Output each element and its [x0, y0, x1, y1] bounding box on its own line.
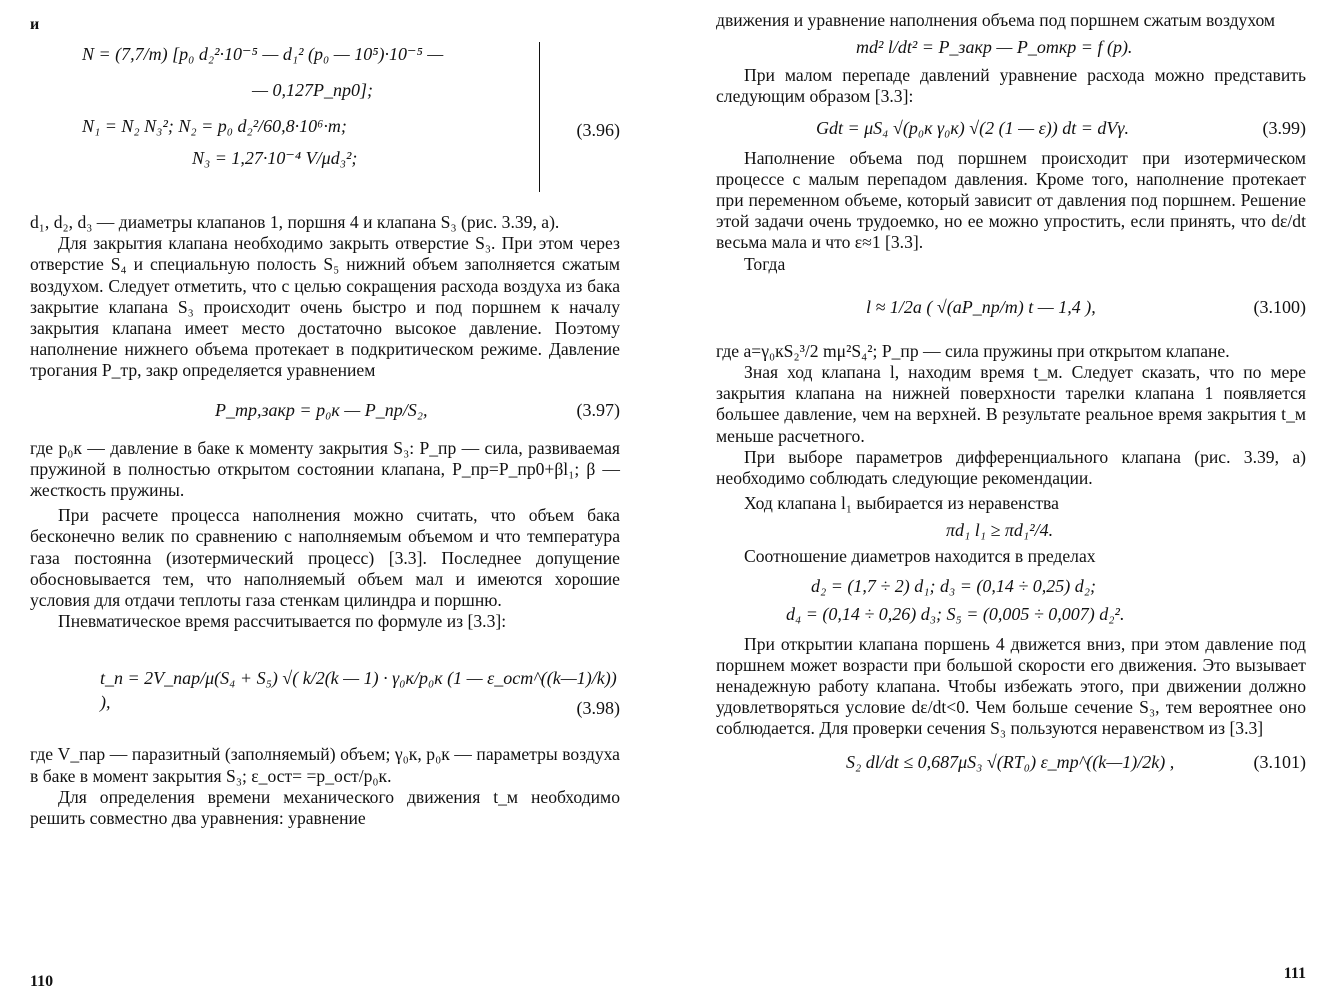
eq-3-96-line4: N₃ = 1,27·10⁻⁴ V/μd₃²;	[192, 148, 358, 168]
paragraph: При выборе параметров дифференциального клапана (рис. 3.39, а) необходимо соблюдать следующие рекомендации.	[716, 446, 1306, 489]
paragraph: При расчете процесса наполнения можно считать, что объем бака бесконечно велик по сравнению с наполняемым объемом и что температура газа постоянна (изотермический процесс) [3.3]. Последнее допущение обосновывается тем, что наполняемый объем мал и имеются хорошие условия для отдачи теплоты газа стенкам цилиндра и поршню.	[30, 505, 620, 611]
eq-3-100-text: l ≈ 1/2a ( √(aP_пр/m) t — 1,4 ),	[866, 296, 1096, 317]
equation-3-97	[215, 398, 620, 422]
equation-3-99	[816, 116, 1306, 140]
equation-diameters-2: d₄ = (0,14 ÷ 0,26) d₃; S₅ = (0,005 ÷ 0,007) d₂².	[786, 603, 1125, 624]
equation-3-101	[846, 750, 1306, 774]
paragraph: При малом перепаде давлений уравнение расхода можно представить следующим образом [3.3]:	[716, 65, 1306, 107]
eq-3-96-line1: N = (7,7/m) [p₀ d₂²·10⁻⁵ — d₁² (p₀ — 10⁵)·10⁻⁵ —	[82, 44, 444, 64]
paragraph: Зная ход клапана l, находим время t_м. Следует сказать, что по мере закрытия клапана на нижней поверхности тарелки клапана 1 появляется большее давление, чем на верхней. В результате реальное время закрытия t_м меньше расчетного.	[716, 362, 1306, 446]
eq-3-98-text: t_п = 2V_пар/μ(S₄ + S₅) √( k/2(k — 1) · γ₀к/p₀к (1 — ε_ост^((k—1)/k)) ),	[100, 668, 617, 713]
equation-motion: md² l/dt² = P_закр — P_откр = f (p).	[856, 37, 1133, 58]
eq-3-99-number: (3.99)	[1262, 117, 1306, 138]
page-number-left: 110	[30, 973, 54, 990]
eq-3-101-text: S₂ dl/dt ≤ 0,687μS₃ √(RT₀) ε_тр^((k—1)/2k) ,	[846, 751, 1175, 772]
equation-3-96	[82, 42, 540, 192]
eq-3-101-number: (3.101)	[1253, 751, 1306, 772]
paragraph: Для закрытия клапана необходимо закрыть отверстие S₃. При этом через отверстие S₄ и специальную полость S₅ нижний объем заполняется сжатым воздухом. Следует отметить, что с целью сокращения расхода воздуха из бака закрытие клапана S₃ происходит очень быстро и под поршнем к началу закрытия клапана имеет место достаточно высокое давление. Поэтому наполнение нижнего объема протекает в подкритическом режиме. Давление трогания P_тр, закр определяется уравнением	[30, 233, 620, 381]
paragraph: где p₀к — давление в баке к моменту закрытия S₃: P_пр — сила, развиваемая пружиной в полностью открытом состоянии клапана, P_пр=P_пр0+βl₁; β — жесткость пружины.	[30, 437, 620, 501]
eq-3-100-number: (3.100)	[1253, 296, 1306, 317]
paragraph: Для определения времени механического движения t_м необходимо решить совместно два уравнения: уравнение	[30, 786, 620, 829]
corner-mark: и	[30, 16, 40, 33]
eq-3-97-text: P_тр,закр = p₀к — P_пр/S₂,	[215, 399, 428, 420]
paragraph: d₁, d₂, d₃ — диаметры клапанов 1, поршня 4 и клапана S₃ (рис. 3.39, а).	[30, 212, 560, 232]
paragraph: При открытии клапана поршень 4 движется вниз, при этом давление под поршнем может возрасти при большой скорости его движения. Это вызывает ненадежную работу клапана. Чтобы избежать этого, при движении должно удовлетворяться условие dε/dt<0. Чем больше сечение S₃, тем вероятнее оно соблюдается. Для проверки сечения S₃ пользуются неравенством из [3.3]	[716, 633, 1306, 739]
eq-3-97-number: (3.97)	[576, 399, 620, 420]
paragraph: где V_пар — паразитный (заполняемый) объем; γ₀к, p₀к — параметры воздуха в баке в момент закрытия S₃; ε_ост= =p_ост/p₀к.	[30, 744, 620, 786]
eq-3-96-line2: — 0,127P_пр0];	[252, 80, 373, 100]
eq-3-98-number: (3.98)	[576, 698, 620, 719]
equation-3-100	[866, 295, 1306, 319]
paragraph: Соотношение диаметров находится в пределах	[744, 546, 1096, 567]
equation-inequality: πd₁ l₁ ≥ πd₁²/4.	[946, 520, 1054, 541]
eq-3-99-text: Gdt = μS₄ √(p₀к γ₀к) √(2 (1 — ε)) dt = dVγ.	[816, 117, 1129, 138]
equation-3-98	[100, 666, 620, 719]
paragraph: Пневматическое время рассчитывается по формуле из [3.3]:	[58, 611, 507, 632]
page-number-right: 111	[1283, 965, 1306, 982]
right-page	[664, 0, 1328, 997]
paragraph: Тогда	[744, 253, 786, 274]
paragraph: где a=γ₀кS₂³/2 mμ²S₄²; P_пр — сила пружины при открытом клапане.	[716, 340, 1230, 361]
paragraph: Ход клапана l₁ выбирается из неравенства	[744, 493, 1059, 514]
eq-3-96-number: (3.96)	[576, 120, 620, 140]
eq-3-96-line3: N₁ = N₂ N₃²; N₂ = p₀ d₂²/60,8·10⁶·m;	[82, 116, 347, 136]
paragraph: Наполнение объема под поршнем происходит при изотермическом процессе с малым перепадом давления. Кроме того, наполнение протекает при переменном объеме, который зависит от давления под поршнем. Решение этой задачи очень трудоемко, но ее можно упростить, если принять, что dε/dt весьма мала и что ε≈1 [3.3].	[716, 147, 1306, 253]
paragraph: движения и уравнение наполнения объема под поршнем сжатым воздухом	[716, 10, 1276, 30]
equation-diameters-1: d₂ = (1,7 ÷ 2) d₁; d₃ = (0,14 ÷ 0,25) d₂;	[811, 575, 1097, 596]
